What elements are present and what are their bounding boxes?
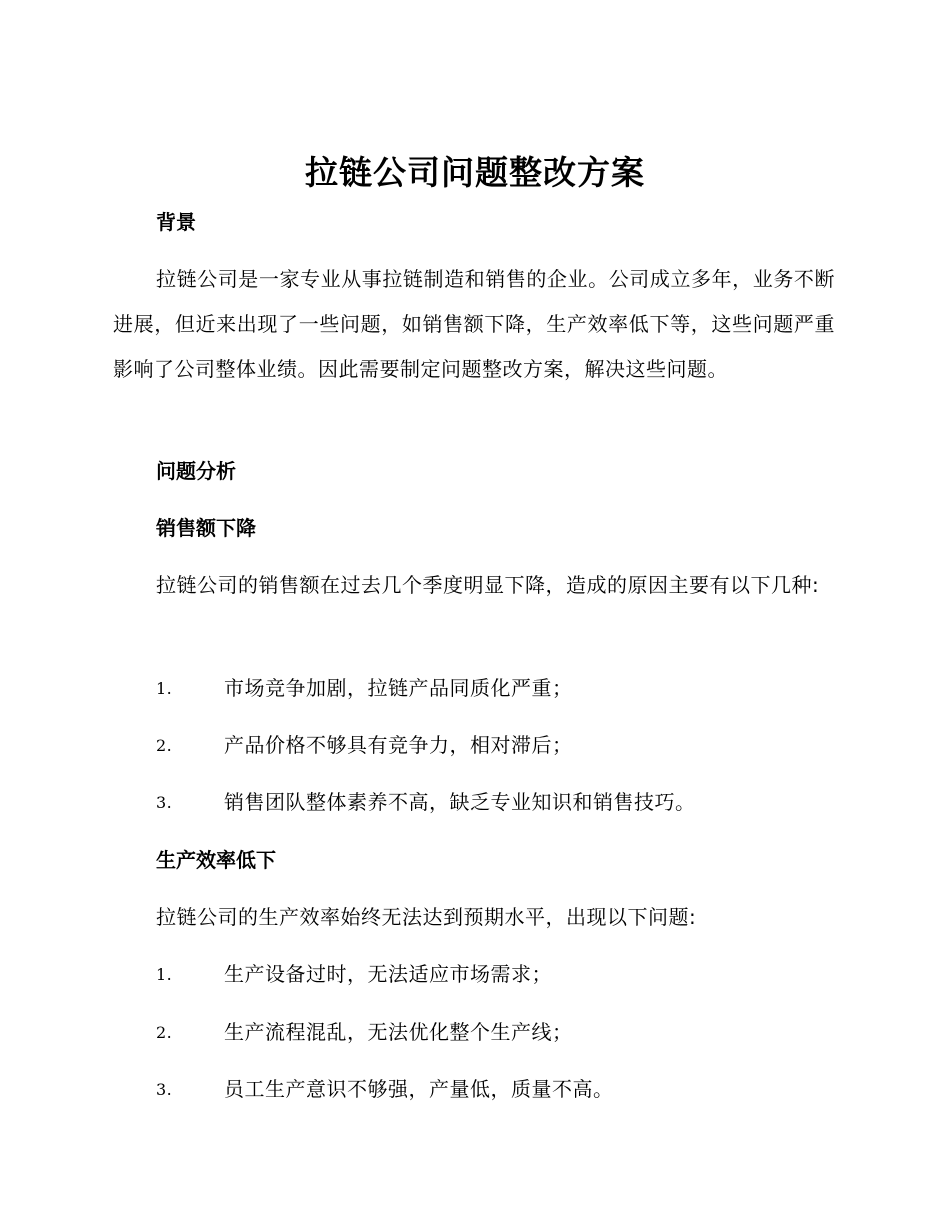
list-item-text: 生产设备过时，无法适应市场需求；	[224, 962, 552, 986]
heading-sales-decline: 销售额下降	[156, 516, 256, 540]
list-item-number: 1.	[156, 679, 173, 698]
list-item-number: 2.	[156, 736, 173, 755]
heading-problem-analysis: 问题分析	[156, 459, 236, 483]
paragraph-sales-decline: 拉链公司的销售额在过去几个季度明显下降，造成的原因主要有以下几种:	[156, 573, 820, 597]
document-title: 拉链公司问题整改方案	[305, 153, 645, 192]
heading-low-production-efficiency: 生产效率低下	[156, 848, 276, 872]
list-item-number: 1.	[156, 965, 173, 984]
list-item-number: 3.	[156, 1080, 173, 1099]
heading-background: 背景	[156, 210, 196, 234]
list-item-text: 员工生产意识不够强，产量低，质量不高。	[224, 1077, 614, 1101]
list-item-text: 市场竞争加剧，拉链产品同质化严重；	[224, 676, 573, 700]
paragraph-production-text: 拉链公司的生产效率始终无法达到预期水平，出现以下问题:	[156, 905, 697, 929]
paragraph-background: 拉链公司是一家专业从事拉链制造和销售的企业。公司成立多年，业务不断进展，但近来出现了一些问题，如销售额下降，生产效率低下等，这些问题严重影响了公司整体业绩。因此需要制定问题整改方案，解决这些问题。	[113, 267, 835, 381]
list-item-number: 3.	[156, 793, 173, 812]
list-item-text: 产品价格不够具有竞争力，相对滞后；	[224, 733, 573, 757]
list-item-text: 销售团队整体素养不高，缺乏专业知识和销售技巧。	[224, 790, 696, 814]
list-item-number: 2.	[156, 1023, 173, 1042]
list-item-text: 生产流程混乱，无法优化整个生产线；	[224, 1020, 573, 1044]
